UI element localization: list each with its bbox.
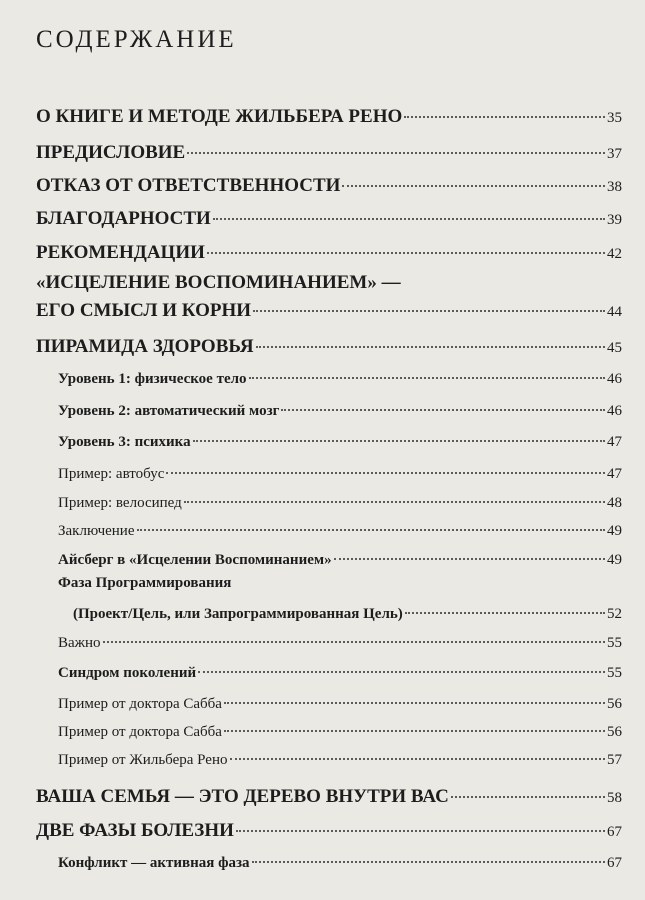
toc-entry-page: 67 — [607, 824, 622, 840]
toc-entry — [36, 427, 622, 451]
toc-entry-label-line1: «ИСЦЕЛЕНИЕ ВОСПОМИНАНИЕМ» — — [36, 272, 401, 293]
toc-entry-label: (Проект/Цель, или Запрограммированная Цель) — [73, 606, 403, 622]
toc-entry — [36, 396, 622, 420]
toc-entry — [36, 818, 622, 842]
toc-entry-page: 55 — [607, 665, 622, 681]
toc-entry-label: Пример: автобус — [58, 466, 165, 482]
toc-entry — [36, 516, 622, 540]
toc-entry-page: 38 — [607, 179, 622, 195]
toc-entry-label: О КНИГЕ И МЕТОДЕ ЖИЛЬБЕРА РЕНО — [36, 106, 403, 127]
toc-entry-label: БЛАГОДАРНОСТИ — [36, 208, 211, 229]
toc-entry-page: 48 — [607, 495, 622, 511]
toc-entry-label-line1: Фаза Программирования — [58, 575, 232, 591]
toc-entry — [36, 545, 622, 569]
dot-leader — [236, 830, 605, 832]
toc-entry-page: 39 — [607, 212, 622, 228]
toc-entry — [36, 272, 622, 322]
toc-entry — [36, 689, 622, 713]
toc-entry-page: 58 — [607, 790, 622, 806]
toc-entry-page: 46 — [607, 403, 622, 419]
toc-entry-label: Конфликт — активная фаза — [58, 855, 250, 871]
toc-entry-label: ПИРАМИДА ЗДОРОВЬЯ — [36, 336, 254, 357]
toc-entry-page: 49 — [607, 523, 622, 539]
toc-entry-label: Важно — [58, 635, 101, 651]
dot-leader — [224, 730, 605, 732]
toc-entry — [36, 459, 622, 483]
dot-leader — [207, 252, 605, 254]
toc-entry-page: 56 — [607, 696, 622, 712]
toc-entry-label: Заключение — [58, 523, 135, 539]
toc-entry-page: 45 — [607, 340, 622, 356]
dot-leader — [451, 796, 605, 798]
dot-leader — [187, 152, 605, 154]
dot-leader — [252, 861, 605, 863]
dot-leader — [166, 472, 605, 474]
toc-entry — [36, 717, 622, 741]
toc-entry-label: ПРЕДИСЛОВИЕ — [36, 142, 186, 163]
toc-entry-label: Уровень 1: физическое тело — [58, 371, 247, 387]
toc-entry-page: 57 — [607, 752, 622, 768]
toc-entry-page: 46 — [607, 371, 622, 387]
toc-entry — [36, 206, 622, 230]
dot-leader — [404, 116, 605, 118]
toc-entry-page: 47 — [607, 434, 622, 450]
dot-leader — [249, 377, 605, 379]
toc-entry — [36, 334, 622, 358]
toc-entry-label: Пример от доктора Сабба — [58, 724, 222, 740]
toc-entry-label: Синдром поколений — [58, 665, 197, 681]
toc-entry-label: Уровень 2: автоматический мозг — [58, 403, 280, 419]
toc-entry — [36, 848, 622, 872]
dot-leader — [230, 758, 606, 760]
dot-leader — [281, 409, 605, 411]
toc-entry-label: ВАША СЕМЬЯ — ЭТО ДЕРЕВО ВНУТРИ ВАС — [36, 786, 449, 807]
toc-entry — [36, 140, 622, 164]
toc-entry-label: Айсберг в «Исцелении Воспоминанием» — [58, 552, 332, 568]
dot-leader — [334, 558, 605, 560]
toc-entry — [36, 628, 622, 652]
dot-leader — [253, 310, 605, 312]
toc-entry — [36, 240, 622, 264]
dot-leader — [256, 346, 605, 348]
toc-entry-label: РЕКОМЕНДАЦИИ — [36, 242, 205, 263]
toc-entry — [36, 488, 622, 512]
toc-entry-page: 42 — [607, 246, 622, 262]
toc-entry-page: 56 — [607, 724, 622, 740]
toc-entry — [36, 575, 622, 623]
toc-entry — [36, 658, 622, 682]
dot-leader — [405, 612, 605, 614]
toc-entry-page: 55 — [607, 635, 622, 651]
toc-entry-label: Пример от доктора Сабба — [58, 696, 222, 712]
toc-entry — [36, 745, 622, 769]
dot-leader — [342, 185, 605, 187]
toc-entry-label: ДВЕ ФАЗЫ БОЛЕЗНИ — [36, 820, 234, 841]
dot-leader — [103, 641, 605, 643]
toc-entry-page: 67 — [607, 855, 622, 871]
dot-leader — [137, 529, 606, 531]
dot-leader — [184, 501, 605, 503]
toc-entry-page: 49 — [607, 552, 622, 568]
toc-entry-label: ЕГО СМЫСЛ И КОРНИ — [36, 300, 252, 321]
toc-entry — [36, 784, 622, 808]
toc-entry-page: 35 — [607, 110, 622, 126]
toc-entry-page: 52 — [607, 606, 622, 622]
toc-entry-page: 47 — [607, 466, 622, 482]
dot-leader — [198, 671, 605, 673]
dot-leader — [224, 702, 605, 704]
toc-entry — [36, 364, 622, 388]
toc-entry-label: ОТКАЗ ОТ ОТВЕТСТВЕННОСТИ — [36, 175, 341, 196]
toc-entry-label: Пример: велосипед — [58, 495, 182, 511]
toc-entry-label: Уровень 3: психика — [58, 434, 191, 450]
toc-entry-page: 37 — [607, 146, 622, 162]
dot-leader — [213, 218, 605, 220]
page-title: СОДЕРЖАНИЕ — [36, 26, 237, 53]
toc-entry — [36, 104, 622, 128]
toc-entry — [36, 173, 622, 197]
toc-entry-label: Пример от Жильбера Рено — [58, 752, 228, 768]
toc-entry-page: 44 — [607, 304, 622, 320]
dot-leader — [193, 440, 605, 442]
